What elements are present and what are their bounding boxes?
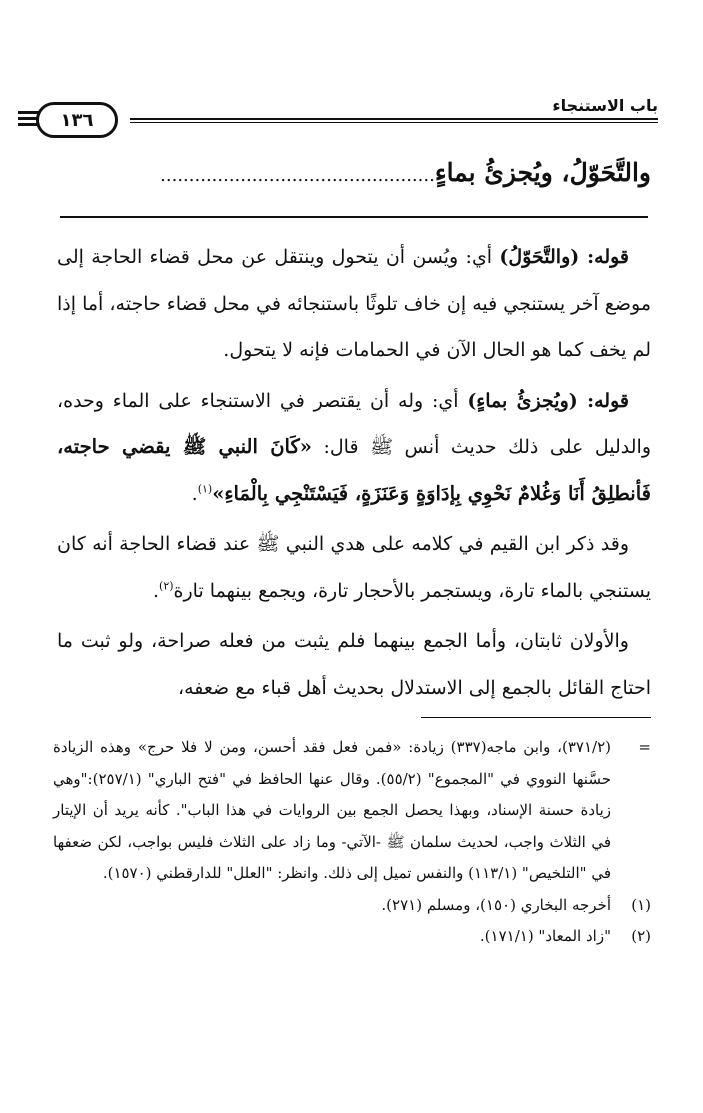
header-rule: [130, 118, 658, 120]
footnote-ref[interactable]: (٢): [159, 579, 174, 593]
footnotes: [53, 732, 651, 953]
paragraph-text: وقد ذكر ابن القيم في كلامه على هدي النبي ﷺ عند قضاء الحاجة أنه كان يستنجي بالماء تارة، ويستجمر بالأحجار تارة، ويجمع بينهما تارة: [57, 533, 651, 602]
paragraph-text: أي: ويُسن أن يتحول وينتقل عن محل قضاء الحاجة إلى موضع آخر يستنجي فيه إن خاف تلوثًا باستنجائه في محل قضاء حاجته، أما إذا لم يخف كما هو الحال الآن في الحمامات فإنه لا يتحول.: [57, 246, 651, 361]
footnote: [53, 921, 651, 953]
footnote: [53, 890, 651, 922]
footnote-separator: [421, 717, 651, 718]
paragraph-lead: قوله: (والتَّحَوّلُ): [499, 246, 630, 268]
matn-rule: [60, 216, 648, 218]
footnote-marker: =: [638, 738, 651, 756]
running-header: [18, 78, 658, 131]
footnote-text: (٣٧١/٢)، وابن ماجه(٣٣٧) زيادة: «فمن فعل فقد أحسن، ومن لا فلا حرج» وهذه الزيادة حسَّنها النووي في "المجموع" (٥٥/٢). وقال عنها الحافظ في "فتح الباري" (٢٥٧/١):"وهي زيادة حسنة الإسناد، وبهذا يحصل الجمع بين الروايات في هذا الباب". كأنه يريد أن الإيتار في الثلاث واجب، لحديث سلمان ﷺ -الآتي- وما زاد على الثلاث فليس بواجب، لكن ضعفها في "التلخيص" (١١٣/١) والنفس تميل إلى ذلك. وانظر: "العلل" للدارقطني (١٥٧٠).: [53, 738, 611, 882]
paragraph: [57, 618, 651, 711]
footnote-text: "زاد المعاد" (١٧١/١).: [479, 927, 611, 945]
paragraph: [57, 234, 651, 374]
paragraph-text: والأولان ثابتان، وأما الجمع بينهما فلم يثبت من فعله صراحة، ولو ثبت ما احتاج القائل بالجمع إلى الاستدلال بحديث أهل قباء مع ضعفه،: [57, 630, 651, 699]
paragraph: قوله: (ويُجزئُ بماءٍ) أي: وله أن يقتصر في الاستنجاء على الماء وحده، والدليل على ذلك حديث أنس ﷺ قال: «كَانَ النبي ﷺ يقضي حاجته، فَأنطلِقُ أَنَا وَغُلامٌ نَحْوِي بِإدَاوَةٍ وَعَنَزَةٍ، فَيَسْتَنْجِي بِالْمَاءِ»$^{(١)}$.: [57, 389, 651, 505]
header-rule-thin: [130, 122, 658, 123]
paragraph-text: أي: وله أن يقتصر في الاستنجاء على الماء وحده، والدليل على ذلك حديث أنس ﷺ قال:: [57, 389, 651, 458]
paragraph: وقد ذكر ابن القيم في كلامه على هدي النبي ﷺ عند قضاء الحاجة أنه كان يستنجي بالماء تارة، ويستجمر بالأحجار تارة، ويجمع بينهما تارة$^{(٢)}$.: [57, 533, 651, 602]
footnote-marker: (٢): [631, 927, 651, 945]
commentary-body: [57, 234, 651, 715]
matn-text: والتَّحَوّلُ، ويُجزئُ بماءٍ: [434, 158, 651, 187]
page-number: ١٣٦: [36, 102, 118, 138]
matn-dots: ................................................: [160, 165, 435, 186]
chapter-title: باب الاستنجاء: [552, 96, 658, 115]
hadith-quote: «كَانَ النبي ﷺ يقضي حاجته، فَأنطلِقُ أَنَا وَغُلامٌ نَحْوِي بِإدَاوَةٍ وَعَنَزَةٍ، فَيَسْتَنْجِي بِالْمَاءِ»: [57, 435, 651, 505]
footnote: [53, 732, 651, 890]
footnote-text: أخرجه البخاري (١٥٠)، ومسلم (٢٧١).: [381, 895, 611, 914]
paragraph-lead: قوله: (ويُجزئُ بماءٍ): [467, 389, 629, 412]
footnote-ref[interactable]: (١): [197, 482, 213, 496]
matn-line: [62, 158, 651, 187]
footnote-marker: (١): [631, 895, 651, 914]
